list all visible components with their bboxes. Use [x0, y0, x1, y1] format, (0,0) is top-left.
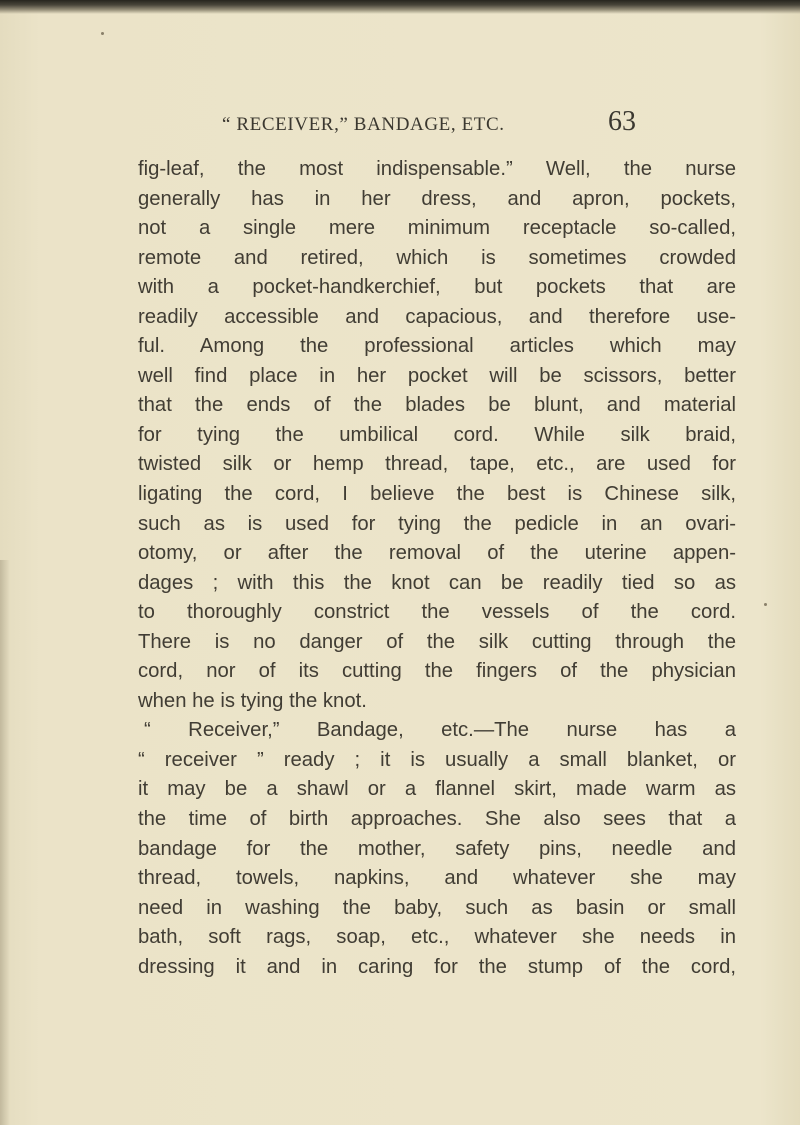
text-line: fig-leaf, the most indispensable.” Well, the nurse [138, 158, 736, 180]
text-line: twisted silk or hemp thread, tape, etc., are used for [138, 453, 736, 476]
text-line: dages ; with this the knot can be readily tied so as [138, 571, 736, 594]
text-line: dressing it and in caring for the stump of the cord, [138, 955, 736, 978]
binding-shadow [0, 560, 10, 1125]
text-line: when he is tying the knot. [138, 689, 367, 712]
text-line: generally has in her dress, and apron, pockets, [138, 187, 736, 210]
text-line: the time of birth approaches. She also sees that a [138, 808, 736, 831]
running-head: “ RECEIVER,” BANDAGE, ETC. [222, 114, 505, 135]
text-line: There is no danger of the silk cutting through the [138, 630, 736, 653]
section-heading-line: “ Receiver,” Bandage, etc.—The nurse has a [144, 719, 736, 742]
paper-speck [101, 32, 104, 35]
page-top-edge [0, 0, 800, 14]
text-line: bath, soft rags, soap, etc., whatever she needs in [138, 926, 736, 949]
text-line: “ receiver ” ready ; it is usually a small blanket, or [138, 748, 736, 771]
paper-speck [764, 603, 767, 606]
text-line: not a single mere minimum receptacle so-called, [138, 217, 736, 240]
page-number: 63 [608, 106, 636, 137]
text-line: such as is used for tying the pedicle in an ovari- [138, 512, 736, 535]
text-line: remote and retired, which is sometimes crowded [138, 246, 736, 269]
text-line: ful. Among the professional articles which may [138, 335, 736, 358]
text-line: with a pocket-handkerchief, but pockets that are [138, 276, 736, 299]
text-line: that the ends of the blades be blunt, and material [138, 394, 736, 417]
text-line: to thoroughly constrict the vessels of the cord. [138, 601, 736, 624]
text-line: bandage for the mother, safety pins, needle and [138, 837, 736, 860]
text-line: otomy, or after the removal of the uterine appen- [138, 542, 736, 565]
text-line: for tying the umbilical cord. While silk braid, [138, 423, 736, 446]
text-line: it may be a shawl or a flannel skirt, made warm as [138, 778, 736, 801]
text-line: ligating the cord, I believe the best is Chinese silk, [138, 483, 736, 506]
text-line: readily accessible and capacious, and therefore use- [138, 305, 736, 328]
text-line: well find place in her pocket will be scissors, better [138, 364, 736, 387]
text-line: thread, towels, napkins, and whatever she may [138, 867, 736, 890]
text-line: cord, nor of its cutting the fingers of the physician [138, 660, 736, 683]
text-line: need in washing the baby, such as basin or small [138, 896, 736, 919]
body-text [138, 155, 736, 982]
